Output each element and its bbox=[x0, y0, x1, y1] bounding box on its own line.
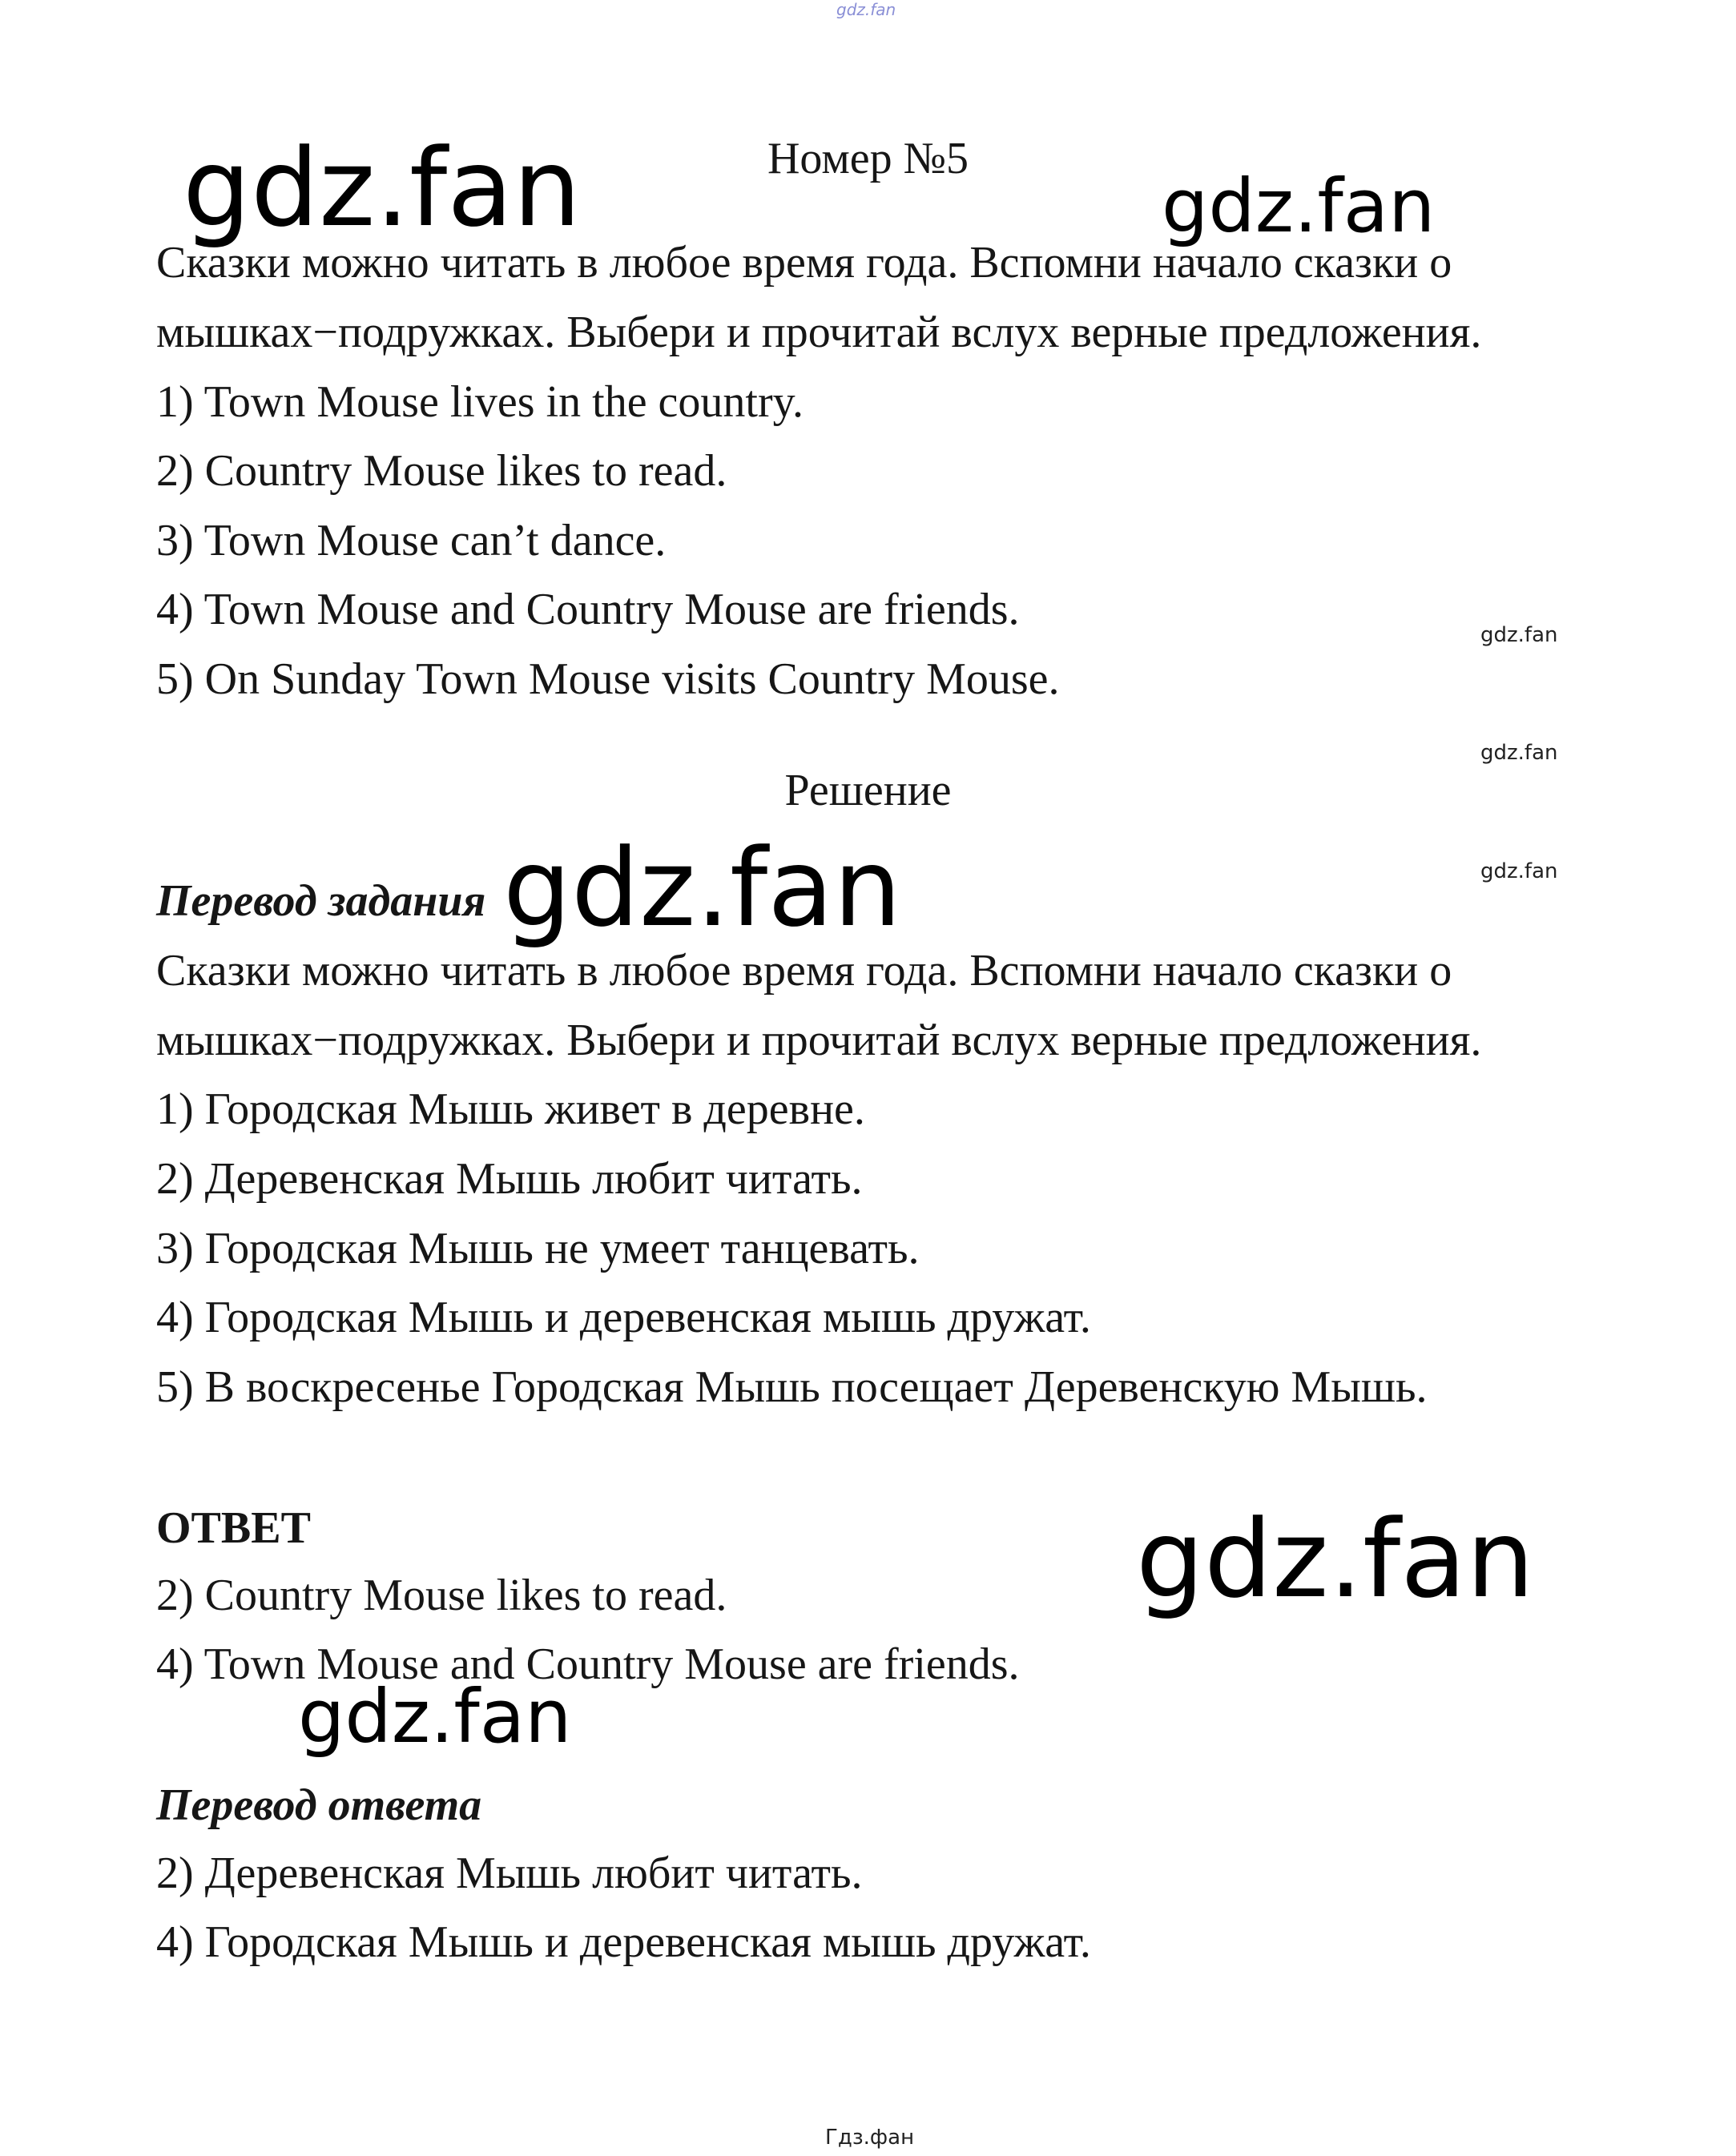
solution-item-5: 5) В воскресенье Городская Мышь посещает Деревенскую Мышь. bbox=[156, 1362, 1428, 1412]
task-intro-line-1: Сказки можно читать в любое время года. Вспомни начало сказки о bbox=[156, 238, 1452, 288]
answer-item-1: 2) Country Mouse likes to read. bbox=[156, 1571, 727, 1620]
answer-heading: ОТВЕТ bbox=[156, 1503, 311, 1553]
answer-translation-item-2: 4) Городская Мышь и деревенская мышь дружат. bbox=[156, 1917, 1091, 1967]
task-item-1: 1) Town Mouse lives in the country. bbox=[156, 377, 804, 427]
solution-item-4: 4) Городская Мышь и деревенская мышь дружат. bbox=[156, 1293, 1091, 1342]
answer-translation-item-1: 2) Деревенская Мышь любит читать. bbox=[156, 1848, 863, 1898]
task-item-3: 3) Town Mouse can’t dance. bbox=[156, 516, 667, 565]
page-title: Номер №5 bbox=[767, 134, 969, 183]
watermark-large-1: gdz.fan bbox=[183, 126, 582, 251]
watermark-small-3: gdz.fan bbox=[1480, 859, 1558, 883]
task-item-2: 2) Country Mouse likes to read. bbox=[156, 446, 727, 496]
watermark-small-2: gdz.fan bbox=[1480, 741, 1558, 765]
watermark-small-1: gdz.fan bbox=[1480, 623, 1558, 647]
answer-translation-label: Перевод ответа bbox=[156, 1780, 482, 1830]
answer-item-2: 4) Town Mouse and Country Mouse are friends. bbox=[156, 1639, 1020, 1689]
solution-intro-line-2: мышках−подружках. Выбери и прочитай вслух верные предложения. bbox=[156, 1016, 1482, 1065]
solution-intro-line-1: Сказки можно читать в любое время года. Вспомни начало сказки о bbox=[156, 946, 1452, 996]
footer-watermark: Гдз.фан bbox=[825, 2126, 915, 2150]
task-item-5: 5) On Sunday Town Mouse visits Country Mouse. bbox=[156, 654, 1060, 704]
watermark-large-4: gdz.fan bbox=[1136, 1497, 1535, 1622]
task-intro-line-2: мышках−подружках. Выбери и прочитай вслух верные предложения. bbox=[156, 308, 1482, 357]
task-item-4: 4) Town Mouse and Country Mouse are friends. bbox=[156, 585, 1020, 634]
solution-item-2: 2) Деревенская Мышь любит читать. bbox=[156, 1154, 863, 1204]
watermark-top: gdz.fan bbox=[836, 0, 896, 19]
solution-item-1: 1) Городская Мышь живет в деревне. bbox=[156, 1084, 865, 1134]
solution-item-3: 3) Городская Мышь не умеет танцевать. bbox=[156, 1224, 920, 1273]
solution-heading: Решение bbox=[784, 766, 952, 815]
watermark-large-3: gdz.fan bbox=[503, 826, 902, 951]
watermark-large-5: gdz.fan bbox=[298, 1674, 572, 1760]
translation-label: Перевод задания bbox=[156, 876, 486, 926]
watermark-large-2: gdz.fan bbox=[1162, 163, 1436, 249]
